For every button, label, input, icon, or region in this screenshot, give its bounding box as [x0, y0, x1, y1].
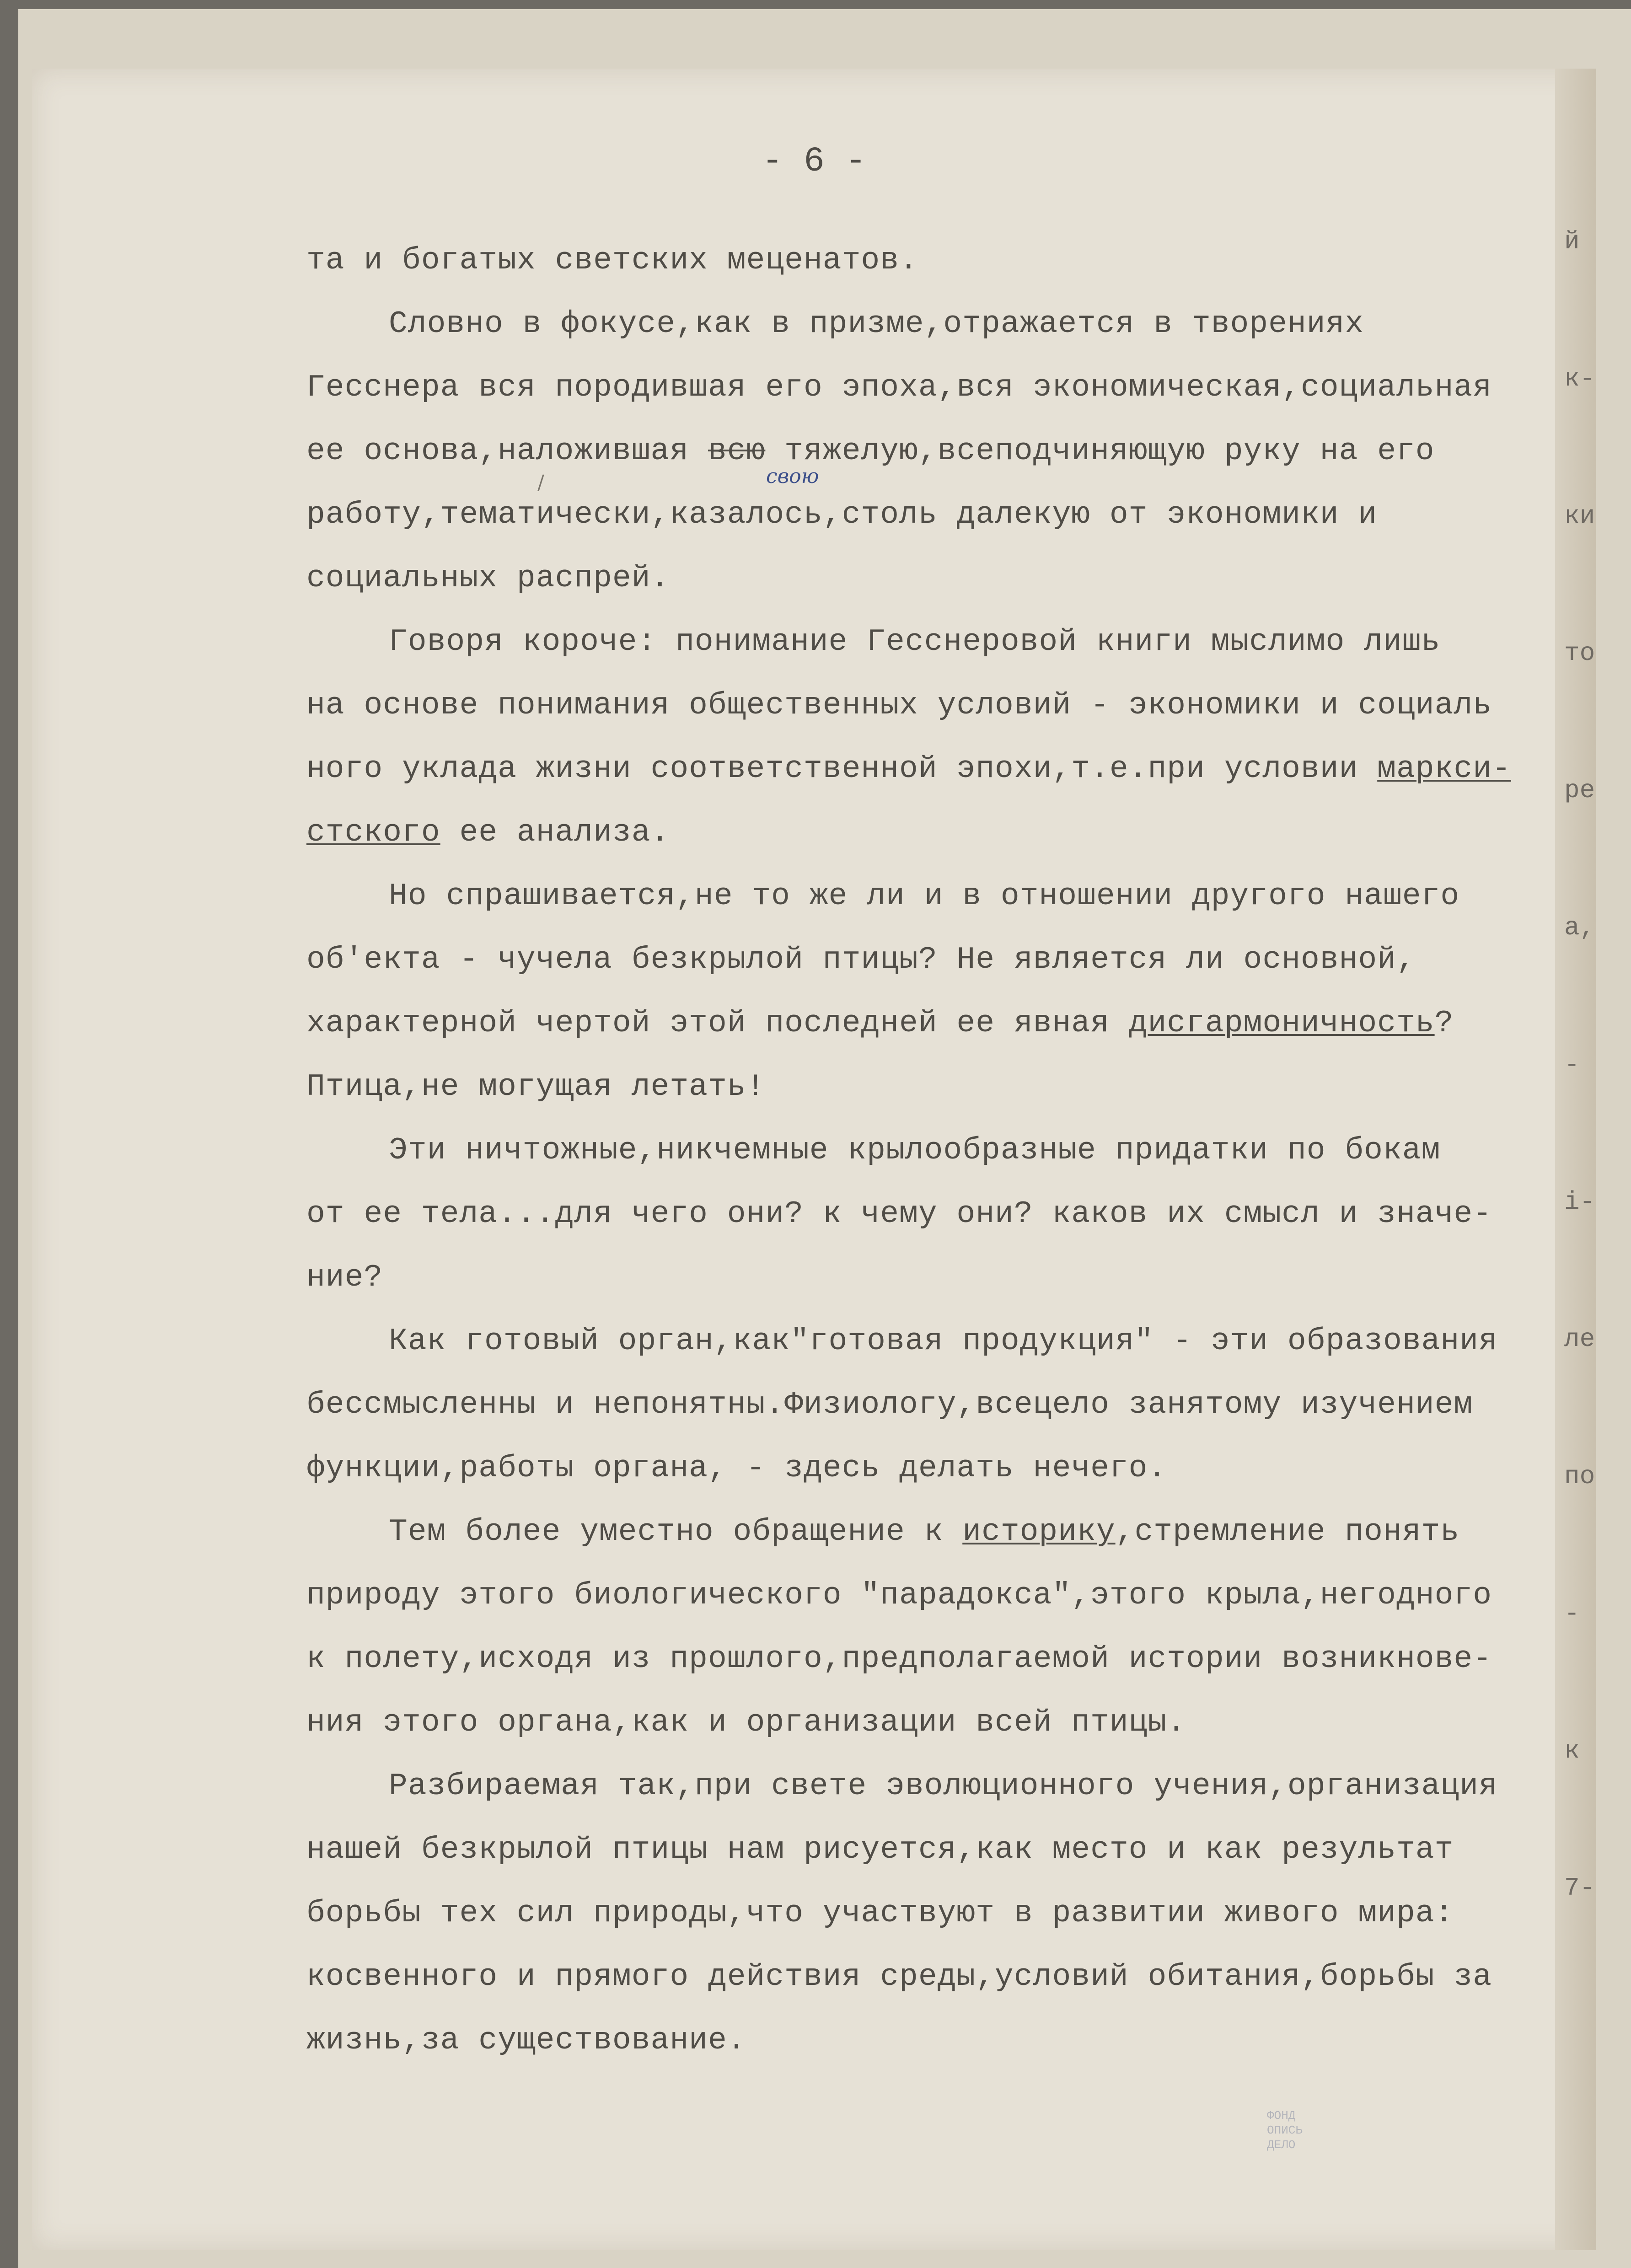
text-segment: Словно в фокусе,как в призме,отражается в творениях: [389, 306, 1364, 342]
text-line: [306, 356, 1596, 419]
text-segment: борьбы тех сил природы,что участвуют в развитии живого мира:: [306, 1896, 1454, 1931]
margin-fragment: й: [1564, 227, 1580, 256]
margin-fragment: ле: [1564, 1324, 1595, 1354]
text-segment: Разбираемая так,при свете эволюционного учения,организация: [389, 1769, 1498, 1804]
text-segment: Как готовый орган,как"готовая продукция" - эти образования: [389, 1324, 1498, 1359]
text-line: [306, 1691, 1596, 1754]
text-segment: об'екта - чучела безкрылой птицы? Не является ли основной,: [306, 942, 1416, 977]
text-line: [306, 1055, 1596, 1119]
margin-fragment: і-: [1564, 1187, 1595, 1217]
struck-word: всю: [708, 434, 766, 469]
text-line: [306, 1246, 1596, 1309]
text-segment: та и богатых светских меценатов.: [306, 243, 918, 278]
text-segment: характерной чертой этой последней ее явная: [306, 1006, 1129, 1041]
text-segment: бессмысленны и непонятны.Физиологу,всецело занятому изучением: [306, 1387, 1473, 1422]
text-line: [306, 1500, 1596, 1564]
text-segment: ния этого органа,как и организации всей птицы.: [306, 1705, 1186, 1740]
stamp-line: ФОНД: [1267, 2109, 1296, 2123]
text-line: [306, 229, 1596, 292]
margin-fragment: а,: [1564, 913, 1595, 942]
margin-fragment: 7-: [1564, 1873, 1595, 1903]
underlined-word: стского: [306, 815, 440, 850]
text-segment: работу,тематически,казалось,столь далекую от экономики и: [306, 497, 1378, 532]
text-line: [306, 2009, 1596, 2072]
text-segment: социальных распрей.: [306, 561, 670, 596]
text-segment: Тем более уместно обращение к: [389, 1514, 963, 1550]
text-segment: Птица,не могущая летать!: [306, 1069, 766, 1105]
text-segment: жизнь,за существование.: [306, 2023, 746, 2058]
margin-fragment: к-: [1564, 364, 1595, 393]
text-line: [306, 547, 1596, 610]
text-segment: нашей безкрылой птицы нам рисуется,как место и как результат: [306, 1832, 1454, 1867]
margin-fragment: ре: [1564, 776, 1595, 805]
text-segment: Но спрашивается,не то же ли и в отношении другого нашего: [389, 879, 1460, 914]
text-line: [306, 992, 1596, 1055]
text-line: [306, 864, 1596, 928]
text-line: [306, 737, 1596, 805]
text-line: [306, 1882, 1596, 1945]
margin-fragment: -: [1564, 1599, 1580, 1628]
margin-fragment: к: [1564, 1736, 1580, 1765]
archive-stamp: [1267, 2108, 1459, 2152]
text-segment: функции,работы органа, - здесь делать нечего.: [306, 1451, 1167, 1486]
text-segment: ее анализа.: [440, 815, 670, 850]
page-number: - 6 -: [762, 142, 867, 181]
text-line: [306, 1627, 1596, 1691]
text-segment: Говоря короче: понимание Гесснеровой книги мыслимо лишь: [389, 624, 1441, 659]
handwritten-correction: свою: [766, 465, 819, 488]
text-segment: ?: [1434, 1006, 1454, 1041]
text-segment: Гесснера вся породившая его эпоха,вся экономическая,социальная: [306, 370, 1492, 405]
text-line: [306, 674, 1596, 737]
text-segment: от ее тела...для чего они? к чему они? каков их смысл и значе-: [306, 1196, 1492, 1232]
text-line: [306, 1564, 1596, 1627]
text-segment: ние?: [306, 1260, 383, 1295]
margin-fragment: -: [1564, 1050, 1580, 1079]
stamp-line: ОПИСЬ: [1267, 2123, 1303, 2137]
text-segment: на основе понимания общественных условий - экономики и социаль: [306, 688, 1492, 723]
text-line: [306, 419, 1596, 483]
underlined-word: маркси-: [1377, 751, 1511, 787]
text-segment: косвенного и прямого действия среды,условий обитания,борьбы за: [306, 1959, 1492, 1995]
text-line: [306, 1437, 1596, 1500]
text-segment: ного уклада жизни соответственной эпохи,т.е.при условии: [306, 751, 1378, 787]
typewritten-page: [32, 69, 1596, 2250]
text-segment: к полету,исходя из прошлого,предполагаемой истории возникнове-: [306, 1641, 1492, 1677]
stamp-line: ДЕЛО: [1267, 2138, 1296, 2152]
text-line: [306, 928, 1596, 992]
margin-fragment: по: [1564, 1462, 1595, 1491]
pencil-mark: /: [537, 471, 544, 494]
margin-fragment: то: [1564, 638, 1595, 668]
text-segment: Эти ничтожные,никчемные крылообразные придатки по бокам: [389, 1133, 1441, 1168]
text-segment: природу этого биологического "парадокса",этого крыла,негодного: [306, 1578, 1492, 1613]
text-line: [306, 1309, 1596, 1373]
text-line: [306, 1119, 1596, 1182]
text-line: [306, 1373, 1596, 1437]
margin-fragment: ки: [1564, 501, 1595, 531]
text-line: [306, 1754, 1596, 1818]
body-text: [306, 229, 1596, 2072]
underlined-word: дисгармоничность: [1128, 1006, 1435, 1041]
text-line: [306, 801, 1596, 864]
text-line: [306, 1182, 1596, 1246]
text-segment: ее основа,наложившая: [306, 434, 708, 469]
text-line: [306, 292, 1596, 356]
text-segment: ,стремление понять: [1115, 1514, 1460, 1550]
text-line: [306, 483, 1596, 547]
text-line: [306, 610, 1596, 674]
text-segment: тяжелую,всеподчиняющую руку на его: [765, 434, 1435, 469]
text-line: [306, 1945, 1596, 2009]
underlined-word: историку: [962, 1514, 1116, 1550]
text-line: [306, 1818, 1596, 1882]
